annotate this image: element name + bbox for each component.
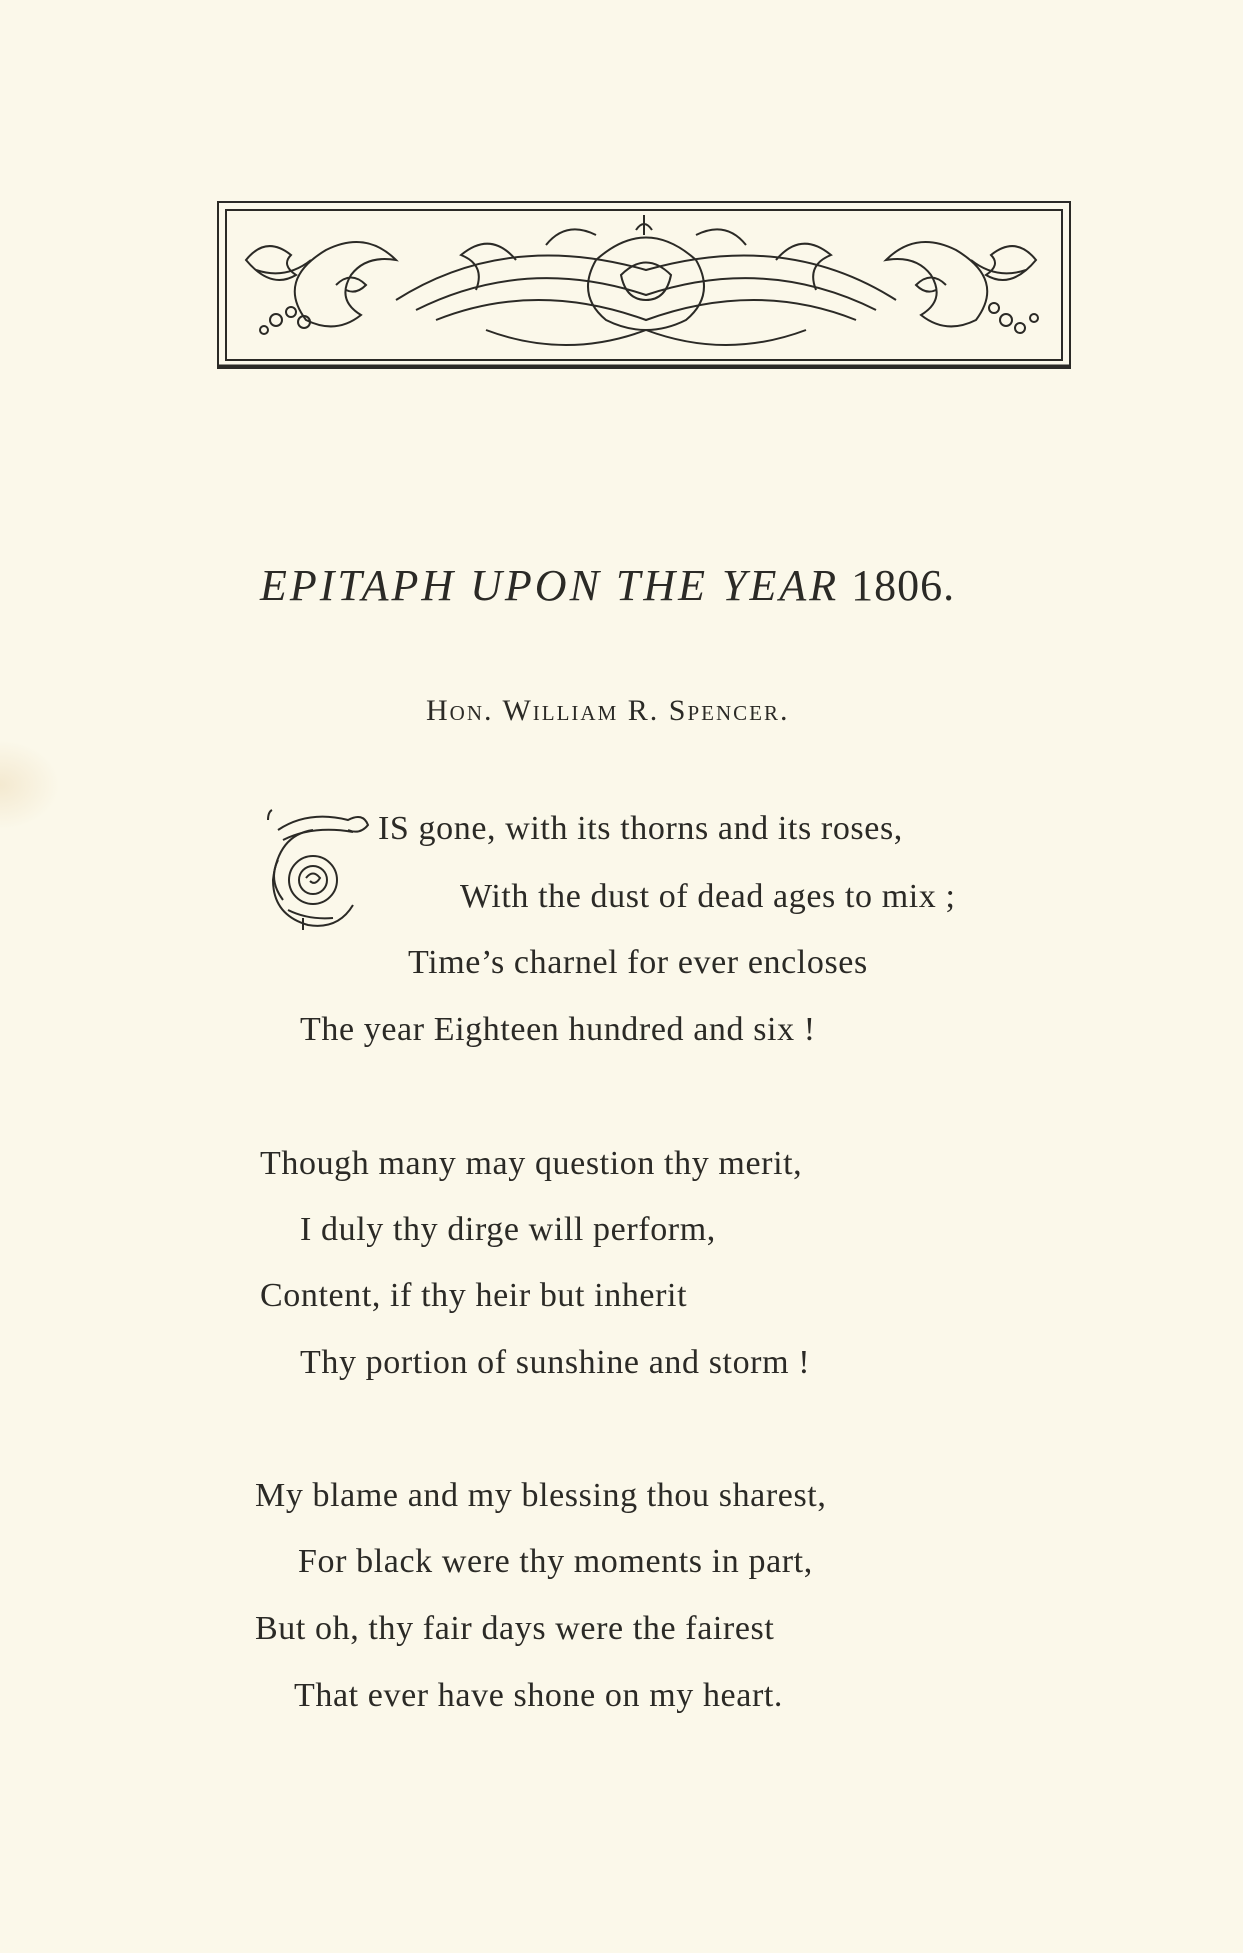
- ornamental-headpiece: [216, 200, 1072, 370]
- stanza-1-line-2: With the dust of dead ages to mix ;: [460, 878, 956, 915]
- poem-title: [260, 560, 1040, 611]
- stanza-3-line-1: My blame and my blessing thou sharest,: [255, 1477, 827, 1514]
- stanza-2-line-1: Though many may question thy merit,: [260, 1145, 803, 1182]
- paper-stain: [0, 740, 60, 830]
- stanza-1-line-3: Time’s charnel for ever encloses: [408, 944, 868, 981]
- stanza-2-line-2: I duly thy dirge will perform,: [300, 1211, 716, 1248]
- stanza-3-line-3: But oh, thy fair days were the fairest: [255, 1610, 775, 1647]
- stanza-2-line-4: Thy portion of sunshine and storm !: [300, 1344, 811, 1381]
- stanza-1-line-1: IS gone, with its thorns and its roses,: [378, 810, 903, 847]
- poem-title-text: EPITAPH UPON THE YEAR: [260, 561, 840, 610]
- poem-title-year: 1806.: [851, 561, 956, 610]
- stanza-1-line-4: The year Eighteen hundred and six !: [300, 1011, 816, 1048]
- stanza-3-line-2: For black were thy moments in part,: [298, 1543, 813, 1580]
- poem-author: Hon. William R. Spencer.: [426, 694, 790, 727]
- drop-cap-ornament: [258, 800, 378, 930]
- stanza-2-line-3: Content, if thy heir but inherit: [260, 1277, 688, 1314]
- stanza-3-line-4: That ever have shone on my heart.: [294, 1677, 784, 1714]
